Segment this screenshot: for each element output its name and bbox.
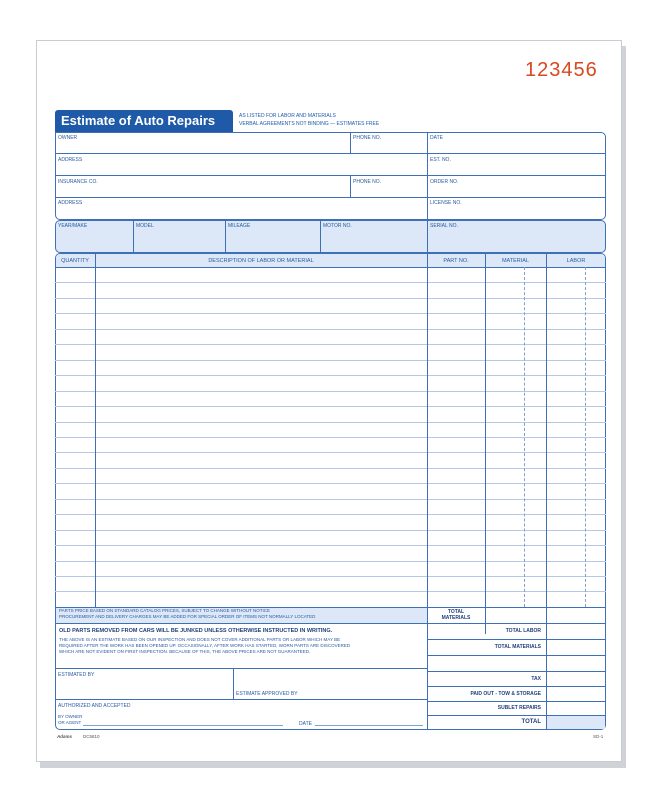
total-labor-label: TOTAL LABOR [505, 628, 541, 634]
total-materials-label-b: MATERIALS [441, 615, 471, 621]
address-2-field[interactable]: ADDRESS [58, 200, 83, 206]
form-code-right: SD-1 [593, 734, 604, 739]
address-field[interactable]: ADDRESS [58, 157, 83, 163]
signature-top-divider [55, 668, 427, 669]
authorized-accepted-field[interactable]: AUTHORIZED AND ACCEPTED [58, 703, 131, 709]
quantity-column-line [95, 253, 96, 607]
vehicle-divider-3 [320, 220, 321, 253]
insurance-field[interactable]: INSURANCE CO. [58, 179, 98, 185]
phone-field[interactable]: PHONE NO. [353, 135, 382, 141]
estimate-disclaimer-1: THE ABOVE IS AN ESTIMATE BASED ON OUR INSPECTION AND DOES NOT COVER ADDITIONAL PARTS OR LABOR WHICH MAY BE [59, 637, 341, 642]
date-field[interactable]: DATE [430, 135, 443, 141]
labor-column-line [546, 253, 547, 730]
part-no-column-line [427, 253, 428, 730]
estimate-approved-by-field[interactable]: ESTIMATE APPROVED BY [236, 691, 298, 697]
totals-line-2 [427, 655, 606, 656]
grand-total-label: TOTAL [521, 719, 541, 725]
brand-logo: Adams [57, 734, 73, 739]
vehicle-divider-2 [225, 220, 226, 253]
vehicle-divider-4 [427, 220, 428, 253]
totals-line-1 [427, 639, 606, 640]
form-code-left: DC5810 [83, 734, 100, 739]
total-materials-label-a: TOTAL [447, 609, 465, 615]
customer-divider-3 [55, 197, 606, 198]
license-no-field[interactable]: LICENSE NO. [430, 200, 462, 206]
parts-disclaimer-2: PROCUREMENT AND DELIVERY CHARGES MAY BE ADDED FOR SPECIAL ORDER OF ITEMS NOT NORMALLY LOCATED [59, 614, 316, 619]
vehicle-divider-1 [133, 220, 134, 253]
est-no-field[interactable]: EST. NO. [430, 157, 451, 163]
form-title: Estimate of Auto Repairs [55, 110, 233, 132]
labor-header: LABOR [566, 258, 586, 264]
owner-field[interactable]: OWNER [58, 135, 78, 141]
customer-info-block [55, 132, 606, 220]
customer-divider-1 [55, 153, 606, 154]
serial-no-field[interactable]: SERIAL NO. [430, 223, 458, 229]
serial-number: 123456 [525, 59, 598, 81]
signature-mid-divider [55, 699, 427, 700]
estimate-form-sheet [36, 40, 622, 762]
disclaimer-divider [55, 623, 606, 624]
material-header: MATERIAL [501, 258, 530, 264]
totals-line-4 [427, 686, 606, 687]
or-agent-label: OR AGENT [58, 720, 82, 725]
form-note-2: VERBAL AGREEMENTS NOT BINDING — ESTIMATES FREE [239, 121, 380, 127]
insurance-phone-field[interactable]: PHONE NO. [353, 179, 382, 185]
totals-line-5 [427, 701, 606, 702]
order-no-field[interactable]: ORDER NO. [430, 179, 459, 185]
grand-total-cell [547, 716, 605, 729]
signature-vertical-divider [233, 668, 234, 699]
estimate-disclaimer-3: WHICH ARE NOT EVIDENT ON FIRST INSPECTION. BECAUSE OF THIS, THE ABOVE PRICES ARE NOT GUARANTEED. [59, 649, 311, 654]
mileage-field[interactable]: MILEAGE [228, 223, 251, 229]
paid-out-label: PAID OUT - TOW & STORAGE [470, 691, 541, 697]
estimated-by-field[interactable]: ESTIMATED BY [58, 672, 95, 678]
phone-divider-1 [350, 132, 351, 153]
totals-line-3 [427, 671, 606, 672]
signature-date-field[interactable]: DATE [299, 721, 312, 727]
form-note-1: AS LISTED FOR LABOR AND MATERIALS [239, 113, 336, 119]
model-field[interactable]: MODEL [136, 223, 154, 229]
old-parts-notice: OLD PARTS REMOVED FROM CARS WILL BE JUNKED UNLESS OTHERWISE INSTRUCTED IN WRITING. [59, 628, 333, 634]
labor-cents-divider [585, 267, 586, 607]
material-column-line [485, 253, 486, 634]
date-signature-line [315, 725, 423, 726]
part-no-header: PART NO. [443, 258, 469, 264]
estimate-disclaimer-2: REQUIRED AFTER THE WORK HAS BEEN OPENED UP. OCCASIONALLY, AFTER WORK HAS STARTED, WORN PARTS ARE DISCOVERED [59, 643, 351, 648]
total-materials-label: TOTAL MATERIALS [494, 644, 541, 650]
year-make-field[interactable]: YEAR/MAKE [58, 223, 88, 229]
description-header: DESCRIPTION OF LABOR OR MATERIAL [208, 258, 314, 264]
tax-label: TAX [531, 676, 541, 682]
material-cents-divider [524, 267, 525, 607]
parts-disclaimer-1: PARTS PRICE BASED ON STANDARD CATALOG PRICES, SUBJECT TO CHANGE WITHOUT NOTICE [59, 608, 271, 613]
customer-divider-2 [55, 175, 606, 176]
customer-vertical-divider [427, 132, 428, 220]
quantity-header: QUANTITY [61, 258, 89, 264]
owner-signature-line [83, 725, 283, 726]
phone-divider-2 [350, 175, 351, 197]
motor-no-field[interactable]: MOTOR NO. [323, 223, 352, 229]
sublet-repairs-label: SUBLET REPAIRS [497, 705, 541, 711]
by-owner-label: BY OWNER [58, 714, 83, 719]
